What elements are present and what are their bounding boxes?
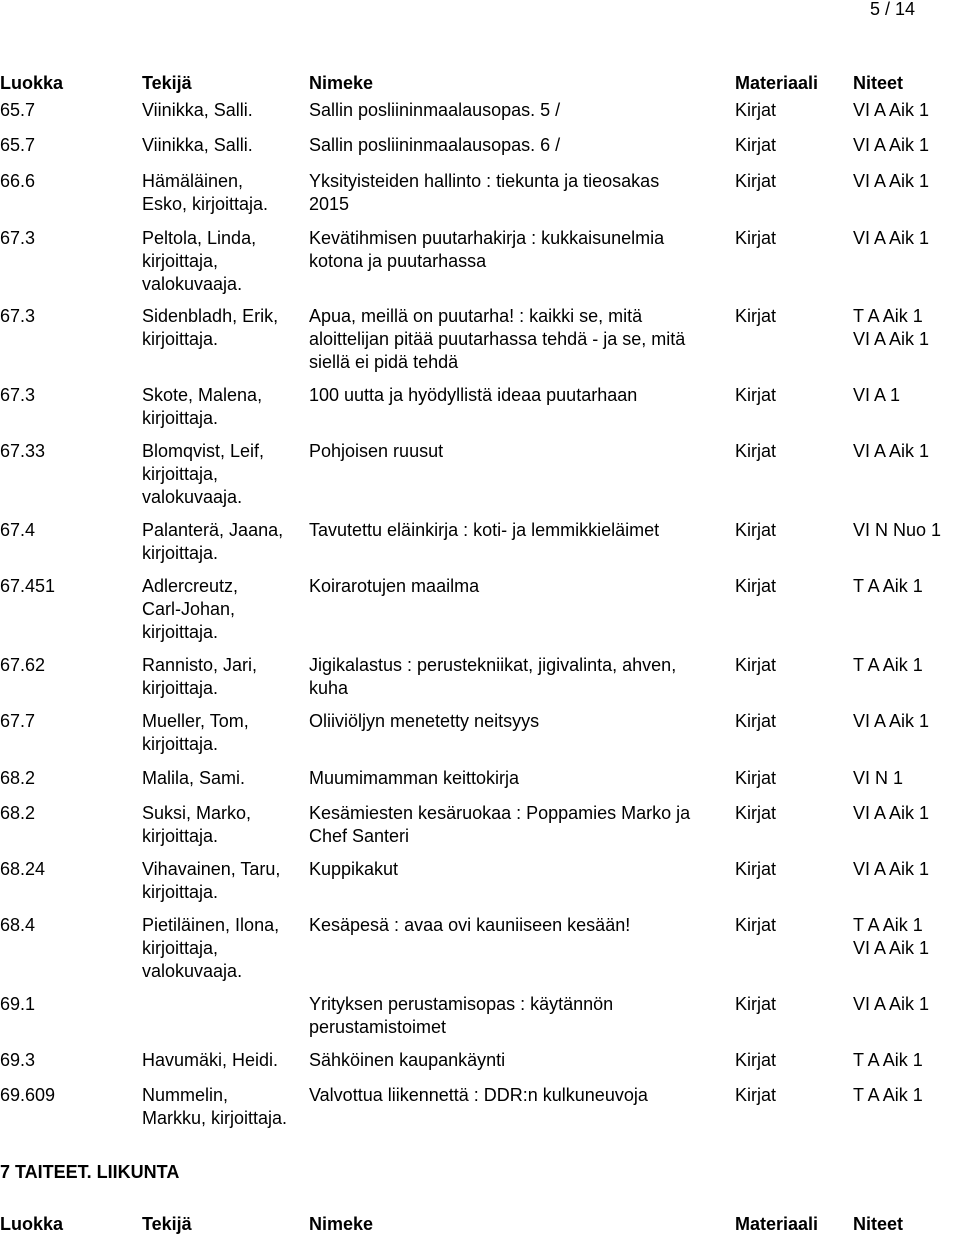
- cell-luokka: 68.4: [0, 915, 36, 935]
- header-nimeke: Nimeke: [309, 73, 374, 93]
- cell-niteet: T A Aik 1: [853, 1050, 923, 1070]
- cell-materiaali: Kirjat: [735, 171, 777, 191]
- cell-luokka: 68.2: [0, 768, 36, 788]
- cell-niteet: T A Aik 1 VI A Aik 1: [853, 915, 930, 958]
- cell-luokka: 68.2: [0, 803, 36, 823]
- cell-luokka: 67.4: [0, 520, 36, 540]
- cell-tekija: Peltola, Linda, kirjoittaja, valokuvaaja.: [142, 228, 257, 294]
- cell-materiaali: Kirjat: [735, 994, 777, 1014]
- cell-tekija: Vihavainen, Taru, kirjoittaja.: [142, 859, 281, 902]
- cell-luokka: 67.451: [0, 576, 56, 596]
- cell-materiaali: Kirjat: [735, 135, 777, 155]
- cell-tekija: Adlercreutz, Carl-Johan, kirjoittaja.: [142, 576, 239, 642]
- header-tekija: Tekijä: [142, 1214, 192, 1234]
- cell-niteet: VI A Aik 1: [853, 228, 930, 248]
- cell-nimeke: Kuppikakut: [309, 859, 399, 879]
- header-tekija: Tekijä: [142, 73, 192, 93]
- cell-luokka: 67.62: [0, 655, 46, 675]
- cell-luokka: 67.7: [0, 711, 36, 731]
- cell-luokka: 65.7: [0, 135, 36, 155]
- cell-luokka: 69.1: [0, 994, 36, 1014]
- cell-niteet: VI A Aik 1: [853, 100, 930, 120]
- cell-niteet: T A Aik 1: [853, 576, 923, 596]
- cell-materiaali: Kirjat: [735, 520, 777, 540]
- header-niteet: Niteet: [853, 1214, 904, 1234]
- cell-materiaali: Kirjat: [735, 655, 777, 675]
- header-luokka: Luokka: [0, 1214, 64, 1234]
- cell-tekija: Mueller, Tom, kirjoittaja.: [142, 711, 249, 754]
- cell-niteet: T A Aik 1: [853, 1085, 923, 1105]
- cell-nimeke: Jigikalastus : perustekniikat, jigivalinta, ahven, kuha: [309, 655, 677, 698]
- cell-tekija: Nummelin, Markku, kirjoittaja.: [142, 1085, 288, 1128]
- cell-tekija: Suksi, Marko, kirjoittaja.: [142, 803, 252, 846]
- cell-niteet: VI N 1: [853, 768, 904, 788]
- cell-nimeke: 100 uutta ja hyödyllistä ideaa puutarhaan: [309, 385, 638, 405]
- cell-nimeke: Valvottua liikennettä : DDR:n kulkuneuvoja: [309, 1085, 648, 1105]
- section-title: 7 TAITEET. LIIKUNTA: [0, 1162, 180, 1182]
- header-luokka: Luokka: [0, 73, 64, 93]
- header-nimeke: Nimeke: [309, 1214, 374, 1234]
- cell-nimeke: Muumimamman keittokirja: [309, 768, 520, 788]
- cell-luokka: 67.3: [0, 385, 36, 405]
- cell-tekija: Pietiläinen, Ilona, kirjoittaja, valokuvaaja.: [142, 915, 280, 981]
- cell-materiaali: Kirjat: [735, 1085, 777, 1105]
- cell-luokka: 67.3: [0, 306, 36, 326]
- cell-nimeke: Kesäpesä : avaa ovi kauniiseen kesään!: [309, 915, 631, 935]
- header-niteet: Niteet: [853, 73, 904, 93]
- cell-materiaali: Kirjat: [735, 385, 777, 405]
- cell-niteet: T A Aik 1: [853, 655, 923, 675]
- cell-nimeke: Sähköinen kaupankäynti: [309, 1050, 506, 1070]
- cell-niteet: VI A Aik 1: [853, 994, 930, 1014]
- cell-nimeke: Sallin posliininmaalausopas. 6 /: [309, 135, 561, 155]
- page-number: 5 / 14: [869, 0, 915, 19]
- cell-luokka: 68.24: [0, 859, 46, 879]
- cell-nimeke: Yksityisteiden hallinto : tiekunta ja tieosakas 2015: [309, 171, 660, 214]
- cell-materiaali: Kirjat: [735, 803, 777, 823]
- cell-tekija: Skote, Malena, kirjoittaja.: [142, 385, 263, 428]
- cell-nimeke: Sallin posliininmaalausopas. 5 /: [309, 100, 561, 120]
- cell-niteet: VI A Aik 1: [853, 859, 930, 879]
- cell-tekija: Rannisto, Jari, kirjoittaja.: [142, 655, 258, 698]
- cell-niteet: VI A Aik 1: [853, 803, 930, 823]
- cell-tekija: Blomqvist, Leif, kirjoittaja, valokuvaaja.: [142, 441, 265, 507]
- cell-materiaali: Kirjat: [735, 768, 777, 788]
- cell-materiaali: Kirjat: [735, 576, 777, 596]
- cell-materiaali: Kirjat: [735, 100, 777, 120]
- cell-nimeke: Kesämiesten kesäruokaa : Poppamies Marko ja Chef Santeri: [309, 803, 691, 846]
- cell-materiaali: Kirjat: [735, 228, 777, 248]
- cell-materiaali: Kirjat: [735, 915, 777, 935]
- cell-nimeke: Oliiviöljyn menetetty neitsyys: [309, 711, 540, 731]
- cell-luokka: 66.6: [0, 171, 36, 191]
- cell-materiaali: Kirjat: [735, 859, 777, 879]
- cell-nimeke: Apua, meillä on puutarha! : kaikki se, mitä aloittelijan pitää puutarhassa tehdä - ja se, mitä siellä ei pidä tehdä: [309, 306, 686, 372]
- cell-nimeke: Yrityksen perustamisopas : käytännön perustamistoimet: [309, 994, 614, 1037]
- cell-nimeke: Tavutettu eläinkirja : koti- ja lemmikkieläimet: [309, 520, 660, 540]
- cell-tekija: Malila, Sami.: [142, 768, 246, 788]
- cell-niteet: VI N Nuo 1: [853, 520, 942, 540]
- cell-nimeke: Koirarotujen maailma: [309, 576, 480, 596]
- cell-luokka: 65.7: [0, 100, 36, 120]
- cell-materiaali: Kirjat: [735, 1050, 777, 1070]
- cell-tekija: Viinikka, Salli.: [142, 100, 253, 120]
- cell-niteet: VI A Aik 1: [853, 711, 930, 731]
- header-materiaali: Materiaali: [735, 73, 819, 93]
- cell-tekija: Havumäki, Heidi.: [142, 1050, 279, 1070]
- cell-materiaali: Kirjat: [735, 306, 777, 326]
- cell-luokka: 69.3: [0, 1050, 36, 1070]
- header-materiaali: Materiaali: [735, 1214, 819, 1234]
- cell-materiaali: Kirjat: [735, 441, 777, 461]
- cell-niteet: T A Aik 1 VI A Aik 1: [853, 306, 930, 349]
- cell-luokka: 69.609: [0, 1085, 56, 1105]
- cell-nimeke: Kevätihmisen puutarhakirja : kukkaisunelmia kotona ja puutarhassa: [309, 228, 665, 271]
- cell-materiaali: Kirjat: [735, 711, 777, 731]
- cell-niteet: VI A Aik 1: [853, 441, 930, 461]
- cell-luokka: 67.3: [0, 228, 36, 248]
- cell-luokka: 67.33: [0, 441, 46, 461]
- cell-tekija: Hämäläinen, Esko, kirjoittaja.: [142, 171, 269, 214]
- cell-nimeke: Pohjoisen ruusut: [309, 441, 444, 461]
- cell-tekija: Sidenbladh, Erik, kirjoittaja.: [142, 306, 279, 349]
- cell-tekija: Viinikka, Salli.: [142, 135, 253, 155]
- cell-niteet: VI A 1: [853, 385, 901, 405]
- cell-niteet: VI A Aik 1: [853, 171, 930, 191]
- cell-tekija: Palanterä, Jaana, kirjoittaja.: [142, 520, 284, 563]
- cell-niteet: VI A Aik 1: [853, 135, 930, 155]
